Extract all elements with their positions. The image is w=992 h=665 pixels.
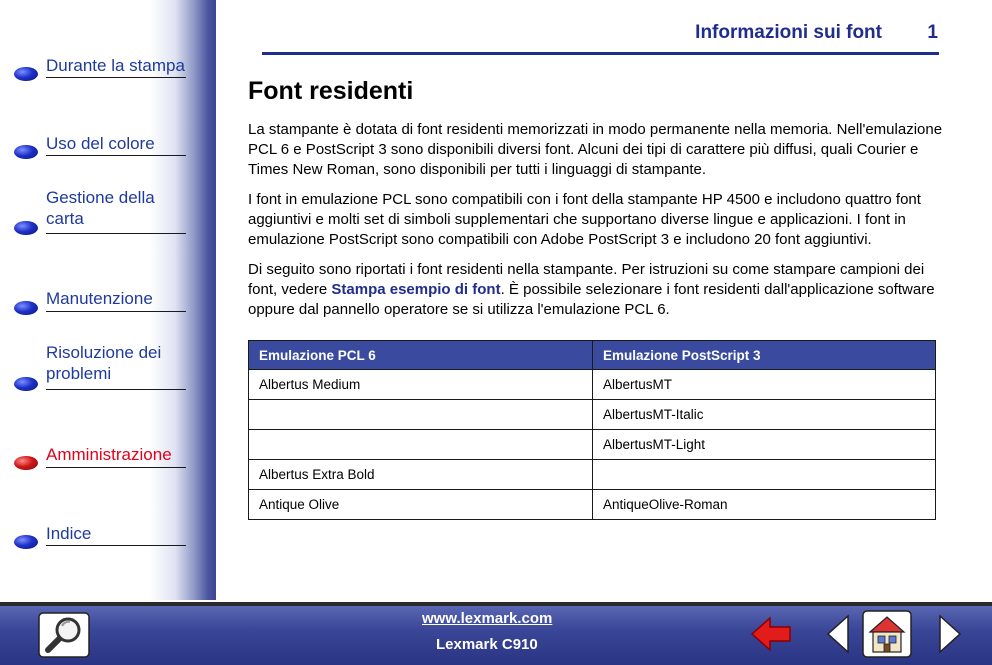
sidebar-item-label[interactable]: Manutenzione bbox=[46, 289, 153, 308]
paragraph-intro: La stampante è dotata di font residenti memorizzati in modo permanente nella memoria. Nell'emulazione PCL 6 e PostScript 3 sono disponibili diversi font. Alcuni dei tipi di carattere più diffusi, quali Courier e Times New Roman, sono disponibili per tutti i linguaggi di stampante. bbox=[248, 121, 943, 178]
table-row bbox=[249, 400, 936, 430]
table-cell: AntiqueOlive-Roman bbox=[593, 490, 936, 520]
sidebar-item-label[interactable]: Indice bbox=[46, 524, 92, 543]
bullet-icon bbox=[14, 145, 38, 159]
sidebar-item-label[interactable]: Risoluzione dei problemi bbox=[46, 343, 162, 383]
table-row bbox=[249, 490, 936, 520]
paragraph-resident-fonts bbox=[248, 260, 943, 320]
sidebar-item-label[interactable]: Amministrazione bbox=[46, 445, 172, 464]
home-icon[interactable] bbox=[862, 610, 912, 658]
bullet-icon bbox=[14, 301, 38, 315]
column-header-pcl: Emulazione PCL 6 bbox=[249, 341, 593, 370]
paragraph-text: . È possibile selezionare i font residenti dall'applicazione software oppure dal pannello operatore se si utilizza l'emulazione PCL 6. bbox=[248, 281, 935, 318]
sidebar-item-label[interactable]: Durante la stampa bbox=[46, 56, 185, 75]
table-cell bbox=[249, 400, 593, 430]
table-cell: AlbertusMT-Light bbox=[593, 430, 936, 460]
divider bbox=[46, 545, 186, 546]
paragraph-text: Di seguito sono riportati i font residenti nella stampante. Per istruzioni su come stampare campioni dei font, vedere bbox=[248, 261, 925, 298]
table-cell: Albertus Medium bbox=[249, 370, 593, 400]
table-cell: AlbertusMT-Italic bbox=[593, 400, 936, 430]
table-cell bbox=[249, 430, 593, 460]
fonts-table bbox=[248, 340, 936, 520]
website-link[interactable]: www.lexmark.com bbox=[422, 610, 553, 627]
table-cell: Antique Olive bbox=[249, 490, 593, 520]
product-name: Lexmark C910 bbox=[436, 636, 538, 653]
table-cell bbox=[593, 460, 936, 490]
table-cell: Albertus Extra Bold bbox=[249, 460, 593, 490]
sidebar-item-label[interactable]: Uso del colore bbox=[46, 134, 155, 153]
table-row bbox=[249, 460, 936, 490]
previous-page-icon[interactable] bbox=[826, 614, 850, 654]
sidebar-item-label[interactable]: Gestione della carta bbox=[46, 188, 155, 228]
bullet-icon bbox=[14, 456, 38, 470]
page-header-title: Informazioni sui font bbox=[695, 22, 882, 43]
page-title: Font residenti bbox=[248, 77, 414, 105]
divider bbox=[46, 467, 186, 468]
table-cell: AlbertusMT bbox=[593, 370, 936, 400]
bullet-icon bbox=[14, 67, 38, 81]
divider bbox=[46, 155, 186, 156]
search-icon[interactable] bbox=[38, 612, 90, 658]
page-number: 1 bbox=[927, 22, 938, 43]
table-header-row bbox=[249, 341, 936, 370]
paragraph-emulation: I font in emulazione PCL sono compatibili con i font della stampante HP 4500 e includono quattro font aggiuntivi e molti set di simboli supplementari che supportano diverse lingue e applicazioni. I font in emulazione PostScript sono compatibili con Adobe PostScript 3 e includono 20 font aggiuntivi. bbox=[248, 191, 921, 248]
column-header-postscript: Emulazione PostScript 3 bbox=[593, 341, 936, 370]
next-page-icon[interactable] bbox=[938, 614, 962, 654]
header-divider bbox=[262, 52, 939, 55]
footer-bar bbox=[0, 602, 992, 665]
divider bbox=[46, 77, 186, 78]
divider bbox=[46, 233, 186, 234]
table-row bbox=[249, 370, 936, 400]
table-row bbox=[249, 430, 936, 460]
bullet-icon bbox=[14, 377, 38, 391]
back-arrow-icon[interactable] bbox=[750, 616, 792, 652]
bullet-icon bbox=[14, 221, 38, 235]
bullet-icon bbox=[14, 535, 38, 549]
divider bbox=[46, 311, 186, 312]
main-content bbox=[248, 76, 943, 520]
print-font-samples-link[interactable]: Stampa esempio di font bbox=[331, 281, 501, 298]
divider bbox=[46, 389, 186, 390]
